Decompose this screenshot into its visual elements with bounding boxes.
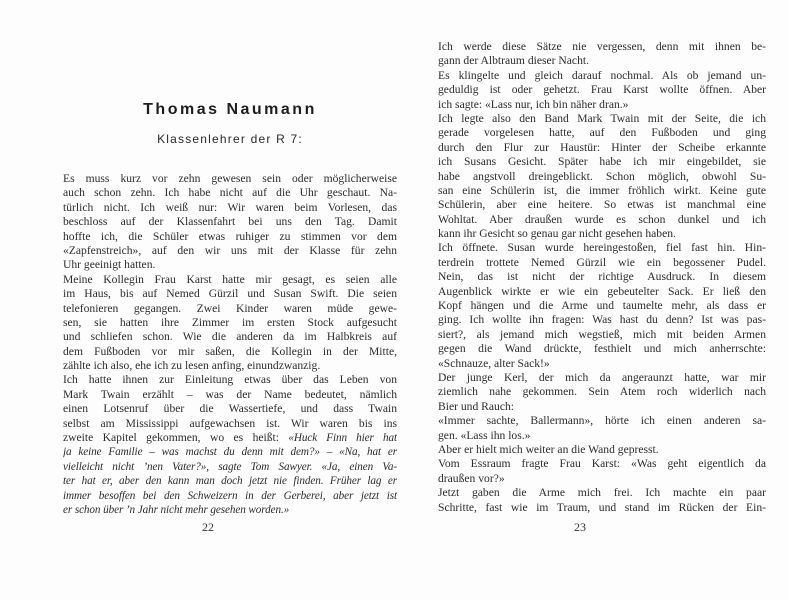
body-text-segment: Vom Essraum fragte Frau Karst: «Was geht eigentlich da — [438, 457, 766, 471]
text-line — [438, 299, 766, 313]
text-line — [438, 141, 766, 155]
body-text-segment: ich Susans Gesicht. Später habe ich mir eingebildet, sie — [438, 155, 766, 169]
text-line — [438, 256, 766, 270]
text-line — [438, 112, 766, 126]
text-line — [438, 54, 766, 68]
body-text-segment: beschloss auf der Klassenfahrt bei uns den Tag. Damit — [63, 215, 397, 229]
text-line — [438, 126, 766, 140]
text-line — [438, 472, 766, 486]
body-text-segment: zweite Kapitel gekommen, wo es heißt: — [63, 431, 289, 445]
body-text-segment: Mark Twain erzählt – was der Name bedeutet, nämlich — [63, 387, 397, 401]
body-text-segment: Meine Kollegin Frau Karst hatte mir gesagt, es seien alle — [63, 272, 397, 286]
body-text-segment: dem Fußboden vor mir saßen, die Kollegin in der Mitte, — [63, 344, 397, 358]
body-text-segment: geduldig ist oder gehetzt. Frau Karst wollte öffnen. Aber — [438, 83, 766, 97]
text-line — [438, 443, 766, 457]
text-line — [63, 215, 397, 229]
text-line — [63, 345, 397, 359]
text-line — [438, 227, 766, 241]
text-line — [63, 330, 397, 344]
text-line — [63, 431, 397, 445]
body-text-segment: türlich nicht. Ich weiß nur: Wir waren beim Vorlesen, das — [63, 200, 397, 214]
body-text-segment: Der junge Kerl, der mich da angeraunzt hatte, war mir — [438, 370, 766, 384]
text-line — [438, 414, 766, 428]
text-line — [438, 429, 766, 443]
text-line — [63, 302, 397, 316]
body-text-segment: telefonieren gegangen. Zwei Kinder waren müde gewe- — [63, 301, 397, 315]
body-text-segment: kann ihr Gesicht so genau gar nicht gesehen haben. — [438, 227, 676, 241]
text-line — [63, 287, 397, 301]
body-text-segment: Augenblick wirkte er wie ein gebeutelter Sack. Er ließ den — [438, 284, 766, 298]
text-line — [438, 371, 766, 385]
body-text-segment: habe angstvoll dreingeblickt. Schon möglich, obwohl Su- — [438, 169, 766, 183]
body-text-segment: san eine Schülerin ist, die immer fröhlich wirkt. Keine gute — [438, 183, 766, 197]
body-text-segment: Schritte, fast wie im Traum, und stand im Rücken der Ein- — [438, 500, 766, 514]
body-text-segment: sen, sie hatten ihre Zimmer im ersten Stock aufgesucht — [63, 315, 397, 329]
italic-quote-text: immer besoffen bei den Schweizern in der Gerberei, aber jetzt ist — [63, 489, 397, 502]
body-text-segment: «Schnauze, alter Sack!» — [438, 356, 550, 370]
body-text-segment: draußen vor?» — [438, 471, 505, 485]
text-line — [438, 486, 766, 500]
body-text-segment: hoffte ich, die Schüler etwas ruhiger zu stimmen vor dem — [63, 229, 397, 243]
italic-quote-text: ter hat er, aber den kann man doch jetzt nie finden. Früher lag er — [63, 475, 397, 488]
text-line — [63, 489, 397, 503]
body-text-segment: Es klingelte und gleich darauf nochmal. Als ob jemand un- — [438, 68, 766, 82]
text-line — [438, 285, 766, 299]
text-line — [438, 328, 766, 342]
text-line — [438, 213, 766, 227]
text-line — [438, 170, 766, 184]
text-line — [63, 258, 397, 272]
body-text-segment: zählte ich also, ehe ich zu lesen anfing, einundzwanzig. — [63, 359, 321, 373]
body-text-segment: ich sagte: «Lass nur, ich bin näher dran.» — [438, 97, 629, 111]
body-text-segment: selbst am Mississippi aufgewachsen ist. Wir waren bis ins — [63, 416, 397, 430]
text-line — [438, 342, 766, 356]
text-line — [438, 457, 766, 471]
body-text-segment: gegen die Wand drückte, festhielt und mich anherrschte: — [438, 342, 766, 356]
body-text-segment: «Immer sachte, Ballermann», hörte ich einen anderen sa- — [438, 414, 766, 428]
text-line — [438, 501, 766, 515]
right-page-text — [438, 40, 766, 515]
text-line — [438, 155, 766, 169]
text-line — [63, 503, 397, 517]
text-line — [63, 186, 397, 200]
body-text-segment: Ich werde diese Sätze nie vergessen, denn mit ihnen be- — [438, 40, 766, 53]
italic-quote-text: vielleicht nicht ’nen Vater?», sagte Tom Sawyer. «Ja, einen Va- — [63, 460, 397, 473]
body-text-segment: Ich hatte ihnen zur Einleitung etwas über das Leben von — [63, 373, 397, 387]
italic-quote-text: ja keine Familie – was machst du denn mit dem?» – «Na, hat er — [63, 446, 397, 459]
body-text-segment: Bier und Rauch: — [438, 399, 514, 413]
text-line — [63, 417, 397, 431]
body-text-segment: Es muss kurz vor zehn gewesen sein oder möglicherweise — [63, 172, 397, 185]
text-line — [63, 244, 397, 258]
text-line — [63, 230, 397, 244]
body-text-segment: Wohltat. Aber draußen wurde es schon dunkel und ich — [438, 212, 766, 226]
chapter-subheading: Klassenlehrer der R 7: — [157, 132, 303, 146]
text-line — [63, 316, 397, 330]
text-line — [438, 83, 766, 97]
body-text-segment: gerade vorgelesen hatte, auf den Fußboden und ging — [438, 126, 766, 140]
body-text-segment: durch den Flur zur Haustür: Hinter der Scheibe erkannte — [438, 140, 766, 154]
body-text-segment: Ich legte also den Band Mark Twain mit der Seite, die ich — [438, 111, 766, 125]
body-text-segment: auch schon zehn. Ich habe nicht auf die Uhr geschaut. Na- — [63, 186, 397, 200]
body-text-segment: Ich öffnete. Susan wurde hereingestoßen, fiel fast hin. Hin- — [438, 241, 766, 255]
page-left — [63, 0, 397, 600]
chapter-author-heading: Thomas Naumann — [143, 101, 317, 118]
body-text-segment: Jetzt gaben die Arme mich frei. Ich machte ein paar — [438, 486, 766, 500]
text-line — [63, 388, 397, 402]
text-line — [438, 40, 766, 54]
body-text-segment: gann der Albtraum dieser Nacht. — [438, 54, 589, 68]
body-text-segment: Schülerin, aber eine heitere. So etwas ist manchmal eine — [438, 198, 766, 212]
body-text-segment: terdrein trottete Nemed Gürzil wie ein begossener Pudel. — [438, 255, 766, 269]
page-number-right: 23 — [574, 520, 586, 534]
text-line — [438, 357, 766, 371]
text-line — [63, 474, 397, 488]
body-text-segment: im Haus, bis auf Nemed Gürzil und Susan Swift. Die seien — [63, 287, 397, 301]
body-text-segment: siert?, als jemand mich wegstieß, mich mit beiden Armen — [438, 327, 766, 341]
body-text-segment: Aber er hielt mich weiter an die Wand gepresst. — [438, 442, 659, 456]
text-line — [63, 359, 397, 373]
body-text-segment: ziemlich nahe gekommen. Sein Atem roch widerlich nach — [438, 385, 766, 399]
body-text-segment: «Zapfenstreich», auf den wir uns mit der Klasse für zehn — [63, 243, 397, 257]
text-line — [63, 402, 397, 416]
text-line — [63, 445, 397, 459]
text-line — [438, 385, 766, 399]
body-text-segment: Uhr geeinigt hatten. — [63, 258, 156, 272]
body-text-segment: und schliefen schon. Wie die anderen da im Halbkreis auf — [63, 330, 397, 344]
text-line — [438, 400, 766, 414]
text-line — [63, 201, 397, 215]
text-line — [438, 184, 766, 198]
text-line — [438, 98, 766, 112]
text-line — [63, 172, 397, 186]
body-text-segment: einen Lotsenruf über die Wassertiefe, und dass Twain — [63, 402, 397, 416]
text-line — [438, 313, 766, 327]
italic-quote-text: «Huck Finn hier hat — [288, 432, 397, 445]
body-text-segment: ging. Ich wollte ihn fragen: Was hast du denn? Ist was pas- — [438, 313, 766, 327]
body-text-segment: gen. «Lass ihn los.» — [438, 428, 531, 442]
text-line — [438, 69, 766, 83]
text-line — [438, 241, 766, 255]
text-line — [438, 198, 766, 212]
text-line — [438, 270, 766, 284]
text-line — [63, 460, 397, 474]
italic-quote-text: er schon über ’n Jahr nicht mehr gesehen worden.» — [63, 503, 290, 516]
text-line — [63, 273, 397, 287]
text-line — [63, 373, 397, 387]
body-text-segment: Nein, das ist nicht der richtige Ausdruck. In diesem — [438, 270, 766, 284]
left-page-text — [63, 172, 397, 517]
body-text-segment: Kopf hängen und die Arme und taumelte mehr, als dass er — [438, 299, 766, 313]
page-right — [438, 0, 766, 600]
page-number-left: 22 — [202, 520, 214, 534]
